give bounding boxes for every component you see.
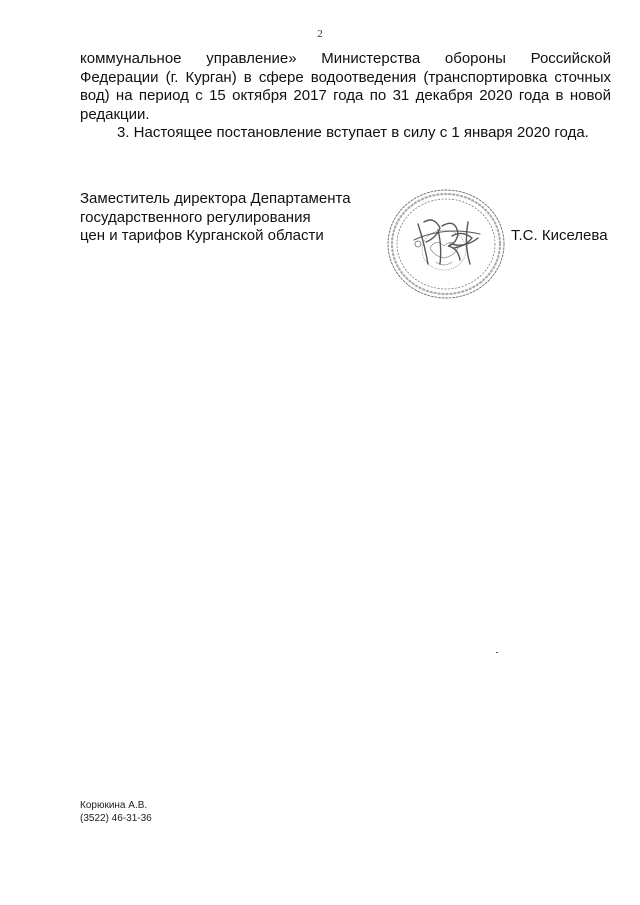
scan-artifact [496,652,498,653]
position-line-2: государственного регулирования [80,208,311,226]
paragraph-item-3: 3. Настоящее постановление вступает в силу с 1 января 2020 года. [117,124,589,141]
official-seal-with-signature [380,178,514,308]
executor-name: Корюкина А.В. [80,800,148,811]
executor-phone: (3522) 46-31-36 [80,813,152,824]
signer-name: Т.С. Киселева [511,227,608,244]
signatory-position [80,190,351,246]
page-number: 2 [317,28,323,40]
paragraph-continuation: коммунальное управление» Министерства обороны Российской Федерации (г. Курган) в сфере водоотведения (транспортировка сточных вод) на период с 15 октября 2017 года по 31 декабря 2020 года в новой редакции. [80,50,611,123]
position-line-3: цен и тарифов Курганской области [80,227,324,244]
document-body [80,50,611,143]
position-line-1: Заместитель директора Департамента [80,190,351,207]
executor-info [80,799,152,825]
